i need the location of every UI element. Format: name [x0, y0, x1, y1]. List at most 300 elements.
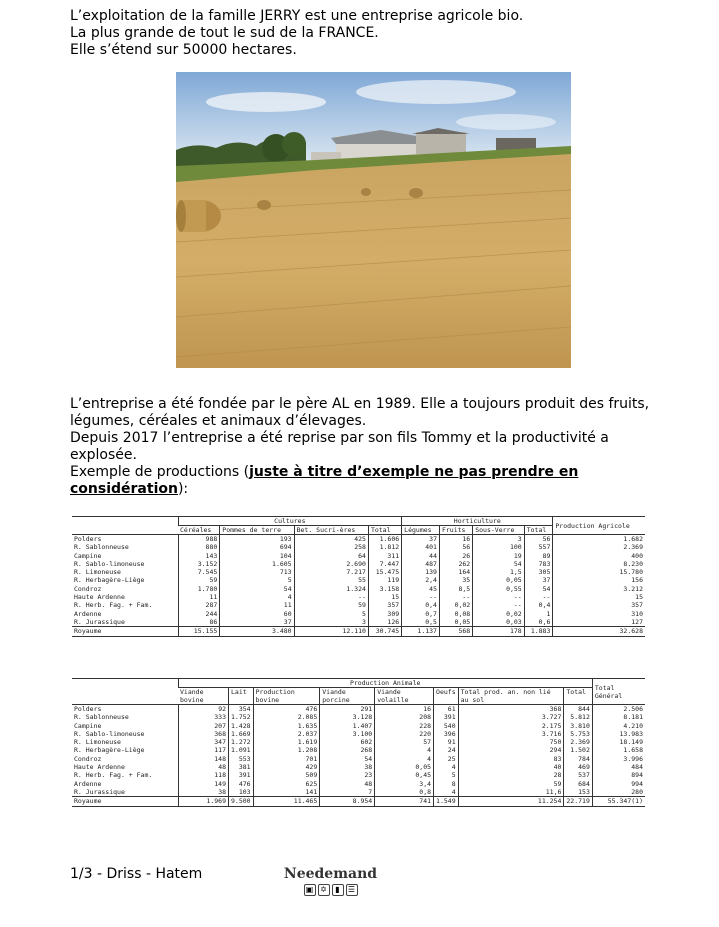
table2-header-4: Viande volaille — [375, 688, 434, 705]
table-cell: 1.208 — [253, 746, 320, 754]
table-total-row — [72, 627, 645, 636]
table1-group-cultures: Cultures — [178, 517, 402, 526]
row-label: R. Limoneuse — [74, 568, 121, 577]
table-cell: 0,02 — [439, 601, 472, 609]
table1-header-5: Fruits — [439, 526, 472, 535]
table-cell: 4 — [434, 763, 459, 771]
table-cell: 8,5 — [439, 585, 472, 593]
table-row — [72, 585, 645, 593]
table-cell: 396 — [434, 730, 459, 738]
table-cell: 16 — [375, 705, 434, 714]
table-cell: 1.272 — [229, 738, 254, 746]
table-cell: 64 — [294, 552, 368, 560]
table-cell: 3 — [473, 535, 525, 544]
table-cell: 1.137 — [402, 627, 440, 636]
table-row — [72, 552, 645, 560]
table-cell: 11 — [178, 593, 220, 601]
table-cell: 228 — [375, 722, 434, 730]
table-cell: 3.128 — [320, 713, 375, 721]
table-cell: 143 — [178, 552, 220, 560]
table-cell: 1.635 — [253, 722, 320, 730]
table-cell: 602 — [320, 738, 375, 746]
table-cell: 38 — [320, 763, 375, 771]
table-cell: 92 — [178, 705, 229, 714]
table-cell: 40 — [458, 763, 564, 771]
table-cell: 4 — [375, 746, 434, 754]
row-label: Haute Ardenne — [74, 593, 125, 602]
table1-header-3: Total — [368, 526, 401, 535]
table-cell: 126 — [368, 618, 401, 627]
table-cell: 3.152 — [178, 560, 220, 568]
table-cell: 59 — [294, 601, 368, 609]
history-p3-suffix: ): — [177, 481, 189, 497]
table-cell: 400 — [553, 552, 645, 560]
table-cell: 391 — [434, 713, 459, 721]
table-cell: 509 — [253, 771, 320, 779]
table-row — [72, 738, 645, 746]
table-cell: 354 — [229, 705, 254, 714]
table2-header-0: Viande bovine — [178, 688, 229, 705]
table-cell: 103 — [229, 788, 254, 797]
table-cell: 487 — [402, 560, 440, 568]
row-label: Campine — [74, 721, 102, 730]
table-cell: 54 — [524, 585, 553, 593]
table-cell: 1.812 — [368, 543, 401, 551]
table-row — [72, 618, 645, 627]
table-cell: 1.658 — [592, 746, 645, 754]
table-cell: 469 — [564, 763, 592, 771]
table-cell: -- — [294, 593, 368, 601]
table1-body — [72, 535, 645, 637]
table-cell: 310 — [553, 610, 645, 618]
row-label: Campine — [74, 551, 102, 560]
table-cell: 208 — [375, 713, 434, 721]
row-label: R. Sablonneuse — [74, 543, 129, 552]
intro-line-1: L’exploitation de la famille JERRY est une entreprise agricole bio. — [70, 8, 524, 24]
table-row — [72, 543, 645, 551]
table-cell: 280 — [592, 788, 645, 797]
table-cell: 0,6 — [524, 618, 553, 627]
table-cell: 148 — [178, 755, 229, 763]
table-cell: 2,4 — [402, 576, 440, 584]
table-cell: 844 — [564, 705, 592, 714]
table-cell: 1.682 — [553, 535, 645, 544]
table-cell: 18.149 — [592, 738, 645, 746]
history-p1: L’entreprise a été fondée par le père AL en 1989. Elle a toujours produit des fruits, légumes, céréales et animaux d’élevages. — [70, 396, 650, 429]
table-cell: 401 — [402, 543, 440, 551]
row-label: Haute Ardenne — [74, 763, 125, 772]
farm-field-photo — [176, 72, 571, 368]
table-cell: 305 — [524, 568, 553, 576]
row-label: R. Herbagère-Liège — [74, 576, 145, 585]
table-cell: 19 — [473, 552, 525, 560]
table-cell: 24 — [434, 746, 459, 754]
table-cell: 3.716 — [458, 730, 564, 738]
table-cell: 48 — [320, 780, 375, 788]
table-row — [72, 576, 645, 584]
table-cell: 55.347(1) — [592, 797, 645, 806]
table1-header-4: Légumes — [402, 526, 440, 535]
table-cell: 57 — [375, 738, 434, 746]
table-cell: 3 — [294, 618, 368, 627]
table-row — [72, 788, 645, 797]
crop-production-table — [72, 516, 645, 637]
table-cell: 32.628 — [553, 627, 645, 636]
table-cell: 118 — [178, 771, 229, 779]
table-cell: 0,45 — [375, 771, 434, 779]
table-cell: 0,7 — [402, 610, 440, 618]
table-cell: 1.780 — [178, 585, 220, 593]
row-label: Polders — [74, 535, 102, 543]
table1-header-0: Céréales — [178, 526, 220, 535]
logo-brand-name: Needemand — [283, 866, 378, 882]
table-cell: 783 — [524, 560, 553, 568]
table-cell: -- — [473, 601, 525, 609]
table-cell: 25 — [434, 755, 459, 763]
table2-header-1: Lait — [229, 688, 254, 705]
table-row — [72, 755, 645, 763]
table-cell: 86 — [178, 618, 220, 627]
table-cell: 16 — [439, 535, 472, 544]
document-icon: ☰ — [346, 884, 358, 896]
row-label: Condroz — [74, 584, 102, 593]
table-cell: 311 — [368, 552, 401, 560]
table2-header-6: Total prod. an. non lié au sol — [458, 688, 564, 705]
table-cell: 2.369 — [564, 738, 592, 746]
table-cell: 7 — [320, 788, 375, 797]
table-cell: 55 — [294, 576, 368, 584]
table-cell: 894 — [592, 771, 645, 779]
table-cell: 2.175 — [458, 722, 564, 730]
table2-header-5: Oeufs — [434, 688, 459, 705]
table2-header-3: Viande porcine — [320, 688, 375, 705]
table-cell: 59 — [458, 780, 564, 788]
table-cell: 476 — [229, 780, 254, 788]
table-cell: 1.407 — [320, 722, 375, 730]
table-cell: 83 — [458, 755, 564, 763]
table-cell: 357 — [553, 601, 645, 609]
table2-region-header — [72, 679, 178, 705]
table-cell: 294 — [458, 746, 564, 754]
table-row — [72, 763, 645, 771]
animal-production-table — [72, 678, 645, 807]
farm-field-illustration — [176, 72, 571, 368]
table-cell: 2.369 — [553, 543, 645, 551]
table-row — [72, 593, 645, 601]
table-cell: 537 — [564, 771, 592, 779]
table-row — [72, 535, 645, 544]
table-cell: 37 — [402, 535, 440, 544]
table2-body — [72, 705, 645, 807]
history-paragraph — [70, 396, 670, 498]
table-cell: 2.037 — [253, 730, 320, 738]
table-cell: 3.996 — [592, 755, 645, 763]
table-cell: 741 — [375, 797, 434, 806]
table-cell: 37 — [220, 618, 294, 627]
table-cell: 1.669 — [229, 730, 254, 738]
intro-line-2: La plus grande de tout le sud de la FRANCE. — [70, 25, 379, 41]
table-cell: 1.605 — [220, 560, 294, 568]
table-cell: 684 — [564, 780, 592, 788]
table-cell: 244 — [178, 610, 220, 618]
history-p3-prefix: Exemple de productions ( — [70, 464, 250, 480]
table-cell: 26 — [439, 552, 472, 560]
table-cell: 35 — [439, 576, 472, 584]
table-cell: 3.480 — [220, 627, 294, 636]
table-cell: 333 — [178, 713, 229, 721]
logo-icon-row — [283, 884, 378, 896]
table1-col-production: Production Agricole — [553, 517, 645, 535]
table-cell: 156 — [553, 576, 645, 584]
table-cell: 12.110 — [294, 627, 368, 636]
history-p2: Depuis 2017 l’entreprise a été reprise par son fils Tommy et la productivité a explosée. — [70, 430, 609, 463]
table-cell: 2.085 — [253, 713, 320, 721]
table-row — [72, 713, 645, 721]
table2-header-7: Total — [564, 688, 592, 705]
table-cell: 56 — [524, 535, 553, 544]
table-cell: 11,6 — [458, 788, 564, 797]
table-cell: 258 — [294, 543, 368, 551]
table-cell: 164 — [439, 568, 472, 576]
table-cell: 45 — [402, 585, 440, 593]
table-cell: 11.465 — [253, 797, 320, 806]
share-icon: ✡ — [318, 884, 330, 896]
table-cell: 23 — [320, 771, 375, 779]
table-cell: 7.545 — [178, 568, 220, 576]
table-cell: 0,4 — [524, 601, 553, 609]
table-cell: 11 — [220, 601, 294, 609]
table-cell: 61 — [434, 705, 459, 714]
table-cell: 139 — [402, 568, 440, 576]
table-cell: 117 — [178, 746, 229, 754]
table-cell: 8.230 — [553, 560, 645, 568]
table-cell: 540 — [434, 722, 459, 730]
table-cell: 15.780 — [553, 568, 645, 576]
table-cell: 880 — [178, 543, 220, 551]
table-cell: 15.475 — [368, 568, 401, 576]
table-cell: 476 — [253, 705, 320, 714]
table-cell: 0,05 — [439, 618, 472, 627]
needemand-logo[interactable] — [283, 866, 378, 896]
table-cell: 5.753 — [564, 730, 592, 738]
table-cell: 44 — [402, 552, 440, 560]
table-cell: 0,03 — [473, 618, 525, 627]
table-row — [72, 560, 645, 568]
row-label: Ardenne — [74, 779, 102, 788]
table-cell: 1.619 — [253, 738, 320, 746]
table-cell: 1.606 — [368, 535, 401, 544]
intro-paragraph — [70, 8, 523, 59]
table-cell: 3.212 — [553, 585, 645, 593]
table-cell: 268 — [320, 746, 375, 754]
row-label: R. Sablo-limoneuse — [74, 559, 145, 568]
table-cell: 178 — [473, 627, 525, 636]
table-cell: 3.158 — [368, 585, 401, 593]
table-row — [72, 730, 645, 738]
table-row — [72, 746, 645, 754]
table-cell: 4.210 — [592, 722, 645, 730]
history-p3 — [70, 464, 670, 498]
table-cell: 4 — [220, 593, 294, 601]
table-cell: 0,4 — [402, 601, 440, 609]
table1-region-header — [72, 517, 178, 535]
mobile-icon: ▮ — [332, 884, 344, 896]
table-cell: 1.969 — [178, 797, 229, 806]
table-cell: 0,02 — [473, 610, 525, 618]
row-label: R. Jurassique — [74, 617, 125, 626]
table-cell: 153 — [564, 788, 592, 797]
table-cell: 3.100 — [320, 730, 375, 738]
table-cell: 13.983 — [592, 730, 645, 738]
table2-group-animale: Production Animale — [178, 679, 592, 688]
table-cell: -- — [402, 593, 440, 601]
table-cell: 1.549 — [434, 797, 459, 806]
table-row — [72, 722, 645, 730]
table-cell: 0,05 — [375, 763, 434, 771]
table-cell: 5 — [220, 576, 294, 584]
table-cell: 994 — [592, 780, 645, 788]
table-row — [72, 601, 645, 609]
table-cell: 54 — [473, 560, 525, 568]
table-cell: 368 — [458, 705, 564, 714]
table-cell: 127 — [553, 618, 645, 627]
table-cell: 557 — [524, 543, 553, 551]
table-cell: 2.506 — [592, 705, 645, 714]
table-cell: 8 — [434, 780, 459, 788]
table-cell: 0,55 — [473, 585, 525, 593]
table-cell: 5 — [434, 771, 459, 779]
table-cell: 429 — [253, 763, 320, 771]
table-cell: 11.254 — [458, 797, 564, 806]
table-cell: 3.727 — [458, 713, 564, 721]
table-cell: 381 — [229, 763, 254, 771]
table-cell: 9.500 — [229, 797, 254, 806]
table-cell: 207 — [178, 722, 229, 730]
table-cell: 713 — [220, 568, 294, 576]
table-cell: 89 — [524, 552, 553, 560]
table-cell: 56 — [439, 543, 472, 551]
table-cell: 0,8 — [375, 788, 434, 797]
table-cell: 22.719 — [564, 797, 592, 806]
table-cell: 104 — [220, 552, 294, 560]
row-label: Polders — [74, 705, 102, 713]
table-cell: 54 — [320, 755, 375, 763]
table-cell: 54 — [220, 585, 294, 593]
intro-line-3: Elle s’étend sur 50000 hectares. — [70, 42, 297, 58]
table-cell: 553 — [229, 755, 254, 763]
table-cell: 291 — [320, 705, 375, 714]
table-cell: 3,4 — [375, 780, 434, 788]
footer-page-info: 1/3 - Driss - Hatem — [70, 866, 203, 882]
history-p3-emphasis: juste à titre d’exemple ne pas prendre en considération — [70, 464, 579, 497]
table-cell: 287 — [178, 601, 220, 609]
table-cell: 91 — [434, 738, 459, 746]
table-cell: 4 — [375, 755, 434, 763]
table-cell: 8.954 — [320, 797, 375, 806]
row-label: R. Sablonneuse — [74, 713, 129, 722]
table-cell: 193 — [220, 535, 294, 544]
table-cell: 48 — [178, 763, 229, 771]
table-cell: 0,08 — [439, 610, 472, 618]
row-label: Condroz — [74, 754, 102, 763]
table-cell: -- — [473, 593, 525, 601]
table-cell: 5.812 — [564, 713, 592, 721]
table-cell: 7.217 — [294, 568, 368, 576]
table-cell: 8.181 — [592, 713, 645, 721]
table-cell: 30.745 — [368, 627, 401, 636]
table-cell: 625 — [253, 780, 320, 788]
table-cell: 149 — [178, 780, 229, 788]
table-cell: 1.428 — [229, 722, 254, 730]
table-cell: 4 — [434, 788, 459, 797]
table-cell: 701 — [253, 755, 320, 763]
table-row — [72, 780, 645, 788]
table-cell: 141 — [253, 788, 320, 797]
table-cell: 309 — [368, 610, 401, 618]
row-label: R. Herb. Fag. + Fam. — [74, 771, 153, 780]
table-cell: 1.091 — [229, 746, 254, 754]
table-cell: 7.447 — [368, 560, 401, 568]
table-cell: 568 — [439, 627, 472, 636]
table-row — [72, 705, 645, 714]
table-cell: 1 — [524, 610, 553, 618]
table-cell: -- — [439, 593, 472, 601]
table-cell: 59 — [178, 576, 220, 584]
table-cell: 357 — [368, 601, 401, 609]
table-cell: 1.883 — [524, 627, 553, 636]
table-cell: 5 — [294, 610, 368, 618]
table-cell: 38 — [178, 788, 229, 797]
table-cell: 1.502 — [564, 746, 592, 754]
table1-header-6: Sous-Verre — [473, 526, 525, 535]
screen-icon: ▣ — [304, 884, 316, 896]
table-cell: 694 — [220, 543, 294, 551]
table-cell: 15 — [553, 593, 645, 601]
table-total-row — [72, 797, 645, 806]
table-cell: 262 — [439, 560, 472, 568]
table1-header-1: Pommes de terre — [220, 526, 294, 535]
row-label: Royaume — [72, 627, 178, 636]
table-cell: -- — [524, 593, 553, 601]
table-cell: 15 — [368, 593, 401, 601]
table-cell: 784 — [564, 755, 592, 763]
row-label: R. Herbagère-Liège — [74, 746, 145, 755]
table2-col-total-general: Total Général — [592, 679, 645, 705]
table-cell: 15.155 — [178, 627, 220, 636]
table-cell: 1.324 — [294, 585, 368, 593]
table2-header-2: Production bovine — [253, 688, 320, 705]
table-cell: 0,05 — [473, 576, 525, 584]
table-cell: 425 — [294, 535, 368, 544]
table1-header-7: Total — [524, 526, 553, 535]
table-cell: 37 — [524, 576, 553, 584]
table-cell: 1,5 — [473, 568, 525, 576]
row-label: R. Limoneuse — [74, 738, 121, 747]
table-cell: 988 — [178, 535, 220, 544]
table-cell: 391 — [229, 771, 254, 779]
table1-header-2: Bet. Sucri-ères — [294, 526, 368, 535]
table-cell: 484 — [592, 763, 645, 771]
table-cell: 347 — [178, 738, 229, 746]
table-cell: 2.690 — [294, 560, 368, 568]
row-label: R. Sablo-limoneuse — [74, 729, 145, 738]
table-cell: 0,5 — [402, 618, 440, 627]
table-cell: 368 — [178, 730, 229, 738]
table-row — [72, 771, 645, 779]
table-cell: 119 — [368, 576, 401, 584]
table-cell: 3.810 — [564, 722, 592, 730]
table-cell: 28 — [458, 771, 564, 779]
